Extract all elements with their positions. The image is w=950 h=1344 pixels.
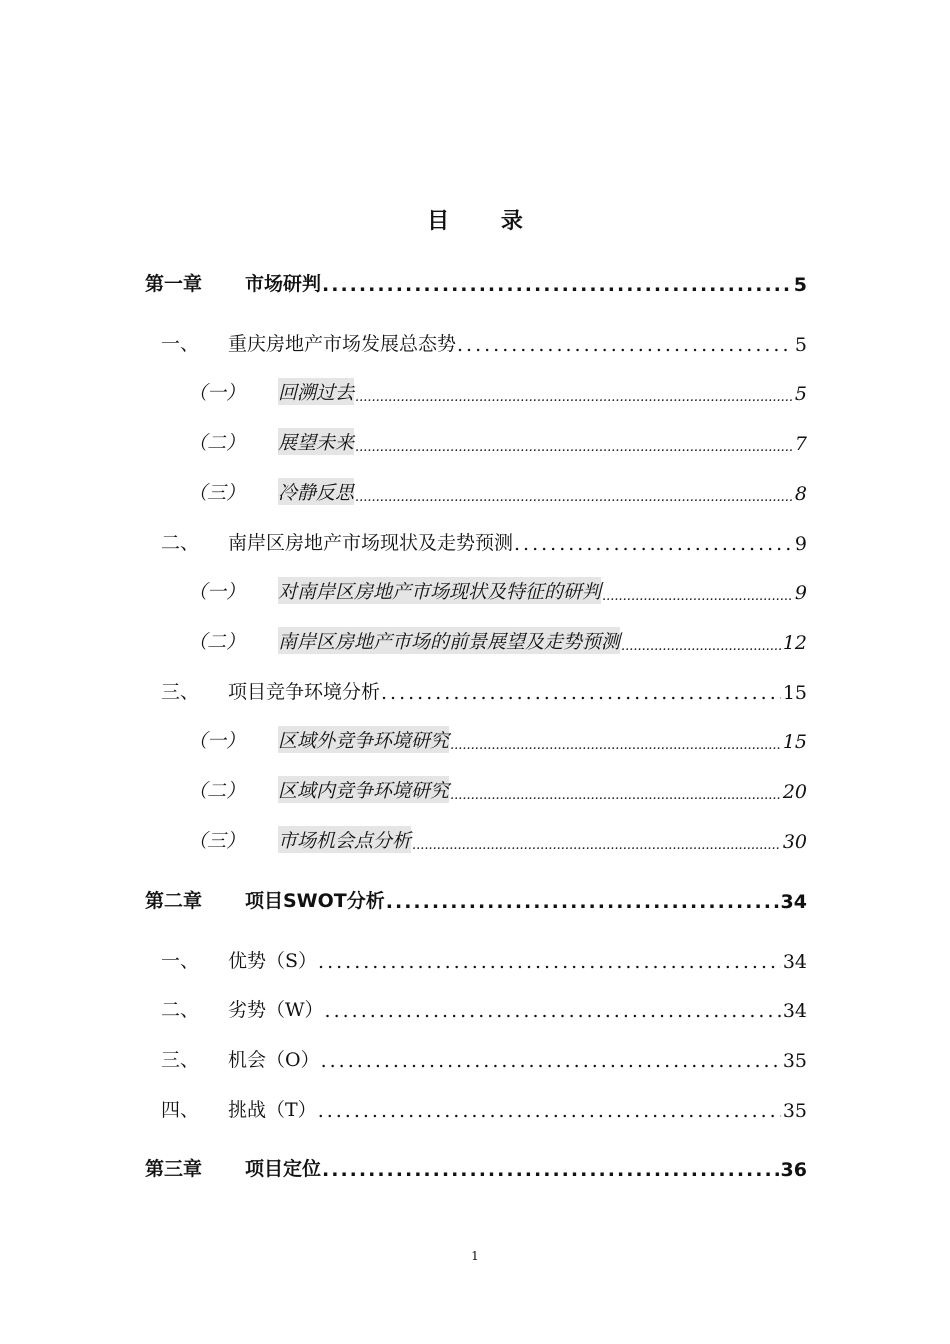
page-title: 目 录 [427,209,545,234]
entry-page: 35 [782,1050,807,1072]
dot-leader [457,334,793,356]
entry-number: （一） [188,581,246,603]
entry-page: 9 [794,533,807,555]
entry-title: 区域内竞争环境研究 [278,776,449,803]
dot-leader [602,589,793,604]
entry-number: 三、 [161,681,200,703]
dot-leader [412,838,781,853]
toc-subsection-1-3-1[interactable] [188,719,807,753]
entry-page: 12 [782,632,807,654]
toc-section-2-1[interactable] [161,939,807,973]
dot-leader [450,788,781,803]
dot-leader [355,440,793,455]
entry-number: （三） [188,830,246,852]
entry-number: （二） [188,631,246,653]
dot-leader [355,490,793,505]
entry-title: 机会（O） [228,1049,320,1071]
entry-title: 展望未来 [278,428,354,455]
entry-title: 回溯过去 [278,378,354,405]
dot-leader [322,1159,779,1181]
entry-number: （三） [188,482,246,504]
entry-number: 第一章 [145,273,203,295]
toc-subsection-1-2-2[interactable] [188,620,807,654]
toc-section-2-2[interactable] [161,988,807,1022]
toc-section-1-1[interactable] [161,322,807,356]
dot-leader [381,682,781,704]
entry-title: 区域外竞争环境研究 [278,726,449,753]
entry-title: 项目竞争环境分析 [228,681,381,703]
entry-number: 三、 [161,1049,200,1071]
toc-section-1-3[interactable] [161,670,807,704]
entry-page: 30 [782,831,807,853]
entry-title: 对南岸区房地产市场现状及特征的研判 [278,577,601,604]
entry-page: 9 [794,582,807,604]
entry-title: 重庆房地产市场发展总态势 [228,333,457,355]
toc-section-2-3[interactable] [161,1038,807,1072]
dot-leader [318,1100,781,1122]
dot-leader [325,1000,781,1022]
toc-subsection-1-1-3[interactable] [188,471,807,505]
entry-page: 35 [782,1100,807,1122]
entry-page: 5 [794,334,807,356]
toc-chapter-2[interactable] [145,879,807,913]
entry-page: 5 [794,383,807,405]
toc-chapter-1[interactable] [145,262,807,296]
entry-number: 一、 [161,950,200,972]
toc-section-2-4[interactable] [161,1088,807,1122]
entry-title: 市场机会点分析 [278,826,411,853]
entry-title: 劣势（W） [228,999,324,1021]
entry-page: 8 [794,483,807,505]
toc-subsection-1-3-2[interactable] [188,769,807,803]
dot-leader [318,951,781,973]
entry-title: 优势（S） [228,950,318,972]
entry-page: 34 [782,951,807,973]
entry-number: （二） [188,780,246,802]
entry-number: 四、 [161,1099,200,1121]
dot-leader [321,1050,781,1072]
entry-number: （一） [188,730,246,752]
entry-page: 15 [782,731,807,753]
entry-number: 第二章 [145,890,203,912]
dot-leader [322,274,792,296]
entry-number: 一、 [161,333,200,355]
entry-title: 市场研判 [245,273,322,295]
entry-title: 项目SWOT分析 [245,890,385,912]
dot-leader [621,639,781,654]
entry-title: 挑战（T） [228,1099,317,1121]
entry-number: 二、 [161,532,200,554]
entry-title: 南岸区房地产市场现状及走势预测 [228,532,514,554]
entry-page: 5 [793,274,807,296]
toc-subsection-1-2-1[interactable] [188,570,807,604]
dot-leader [386,891,779,913]
toc-subsection-1-1-1[interactable] [188,371,807,405]
toc-subsection-1-1-2[interactable] [188,421,807,455]
toc-chapter-3[interactable] [145,1147,807,1181]
entry-page: 34 [780,891,807,913]
entry-number: 第三章 [145,1158,203,1180]
entry-number: （二） [188,432,246,454]
entry-title: 南岸区房地产市场的前景展望及走势预测 [278,627,620,654]
entry-page: 7 [794,433,807,455]
entry-page: 15 [782,682,807,704]
dot-leader [450,738,781,753]
toc-section-1-2[interactable] [161,521,807,555]
dot-leader [355,390,793,405]
entry-title: 项目定位 [245,1158,322,1180]
entry-page: 34 [782,1000,807,1022]
entry-number: （一） [188,382,246,404]
entry-title: 冷静反思 [278,478,354,505]
entry-number: 二、 [161,999,200,1021]
toc-subsection-1-3-3[interactable] [188,819,807,853]
dot-leader [514,533,793,555]
entry-page: 36 [780,1159,807,1181]
page-number: 1 [471,1249,479,1263]
entry-page: 20 [782,781,807,803]
